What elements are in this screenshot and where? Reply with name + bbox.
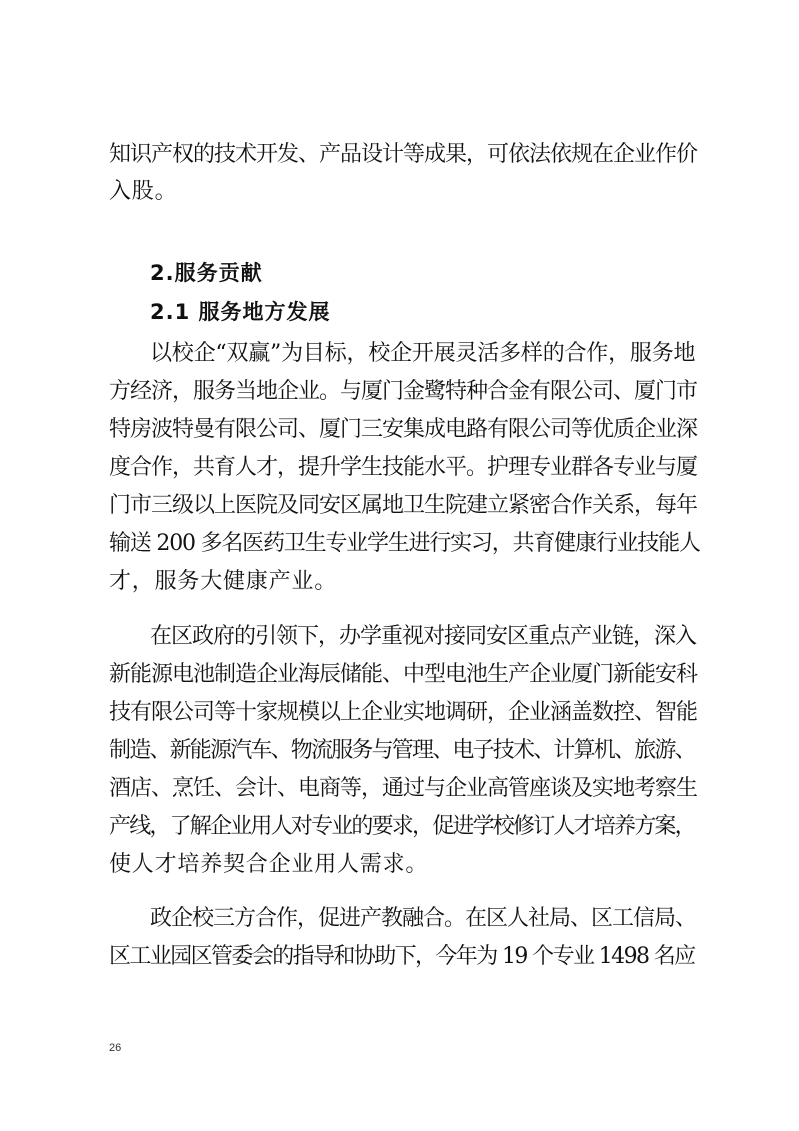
paragraph-line: 政企校三方合作，促进产教融合。在区人社局、区工信局、	[150, 906, 697, 931]
paragraph-line: 入股。	[109, 179, 178, 204]
paragraph-line: 度合作，共育人才，提升学生技能水平。护理专业群各专业与厦	[109, 455, 698, 480]
paragraph-line: 技有限公司等十家规模以上企业实地调研，企业涵盖数控、智能	[109, 700, 698, 725]
paragraph-line: 方经济，服务当地企业。与厦门金鹭特种合金有限公司、厦门市	[109, 379, 698, 404]
paragraph-line: 制造、新能源汽车、物流服务与管理、电子技术、计算机、旅游、	[109, 738, 695, 763]
paragraph-line: 酒店、烹饪、会计、电商等，通过与企业高管座谈及实地考察生	[109, 776, 698, 801]
paragraph-line: 才，服务大健康产业。	[109, 569, 338, 594]
subsection-heading: 2.1 服务地方发展	[150, 300, 331, 324]
paragraph-line: 输送 200 多名医药卫生专业学生进行实习，共育健康行业技能人	[109, 531, 700, 556]
section-heading: 2.服务贡献	[150, 261, 263, 285]
paragraph-line: 知识产权的技术开发、产品设计等成果，可依法依规在企业作价	[109, 142, 698, 167]
page-number: 26	[109, 1042, 122, 1054]
paragraph-line: 新能源电池制造企业海辰储能、中型电池生产企业厦门新能安科	[109, 662, 698, 687]
paragraph-line: 门市三级以上医院及同安区属地卫生院建立紧密合作关系，每年	[109, 493, 698, 518]
paragraph-line: 区工业园区管委会的指导和协助下，今年为 19 个专业 1498 名应	[109, 944, 695, 969]
paragraph-line: 产线，了解企业用人对专业的要求，促进学校修订人才培养方案，	[109, 814, 695, 839]
paragraph-line: 在区政府的引领下，办学重视对接同安区重点产业链，深入	[150, 624, 697, 649]
paragraph-line: 以校企“双赢”为目标，校企开展灵活多样的合作，服务地	[150, 341, 696, 366]
paragraph-line: 使人才培养契合企业用人需求。	[109, 852, 429, 877]
paragraph-line: 特房波特曼有限公司、厦门三安集成电路有限公司等优质企业深	[109, 417, 698, 442]
